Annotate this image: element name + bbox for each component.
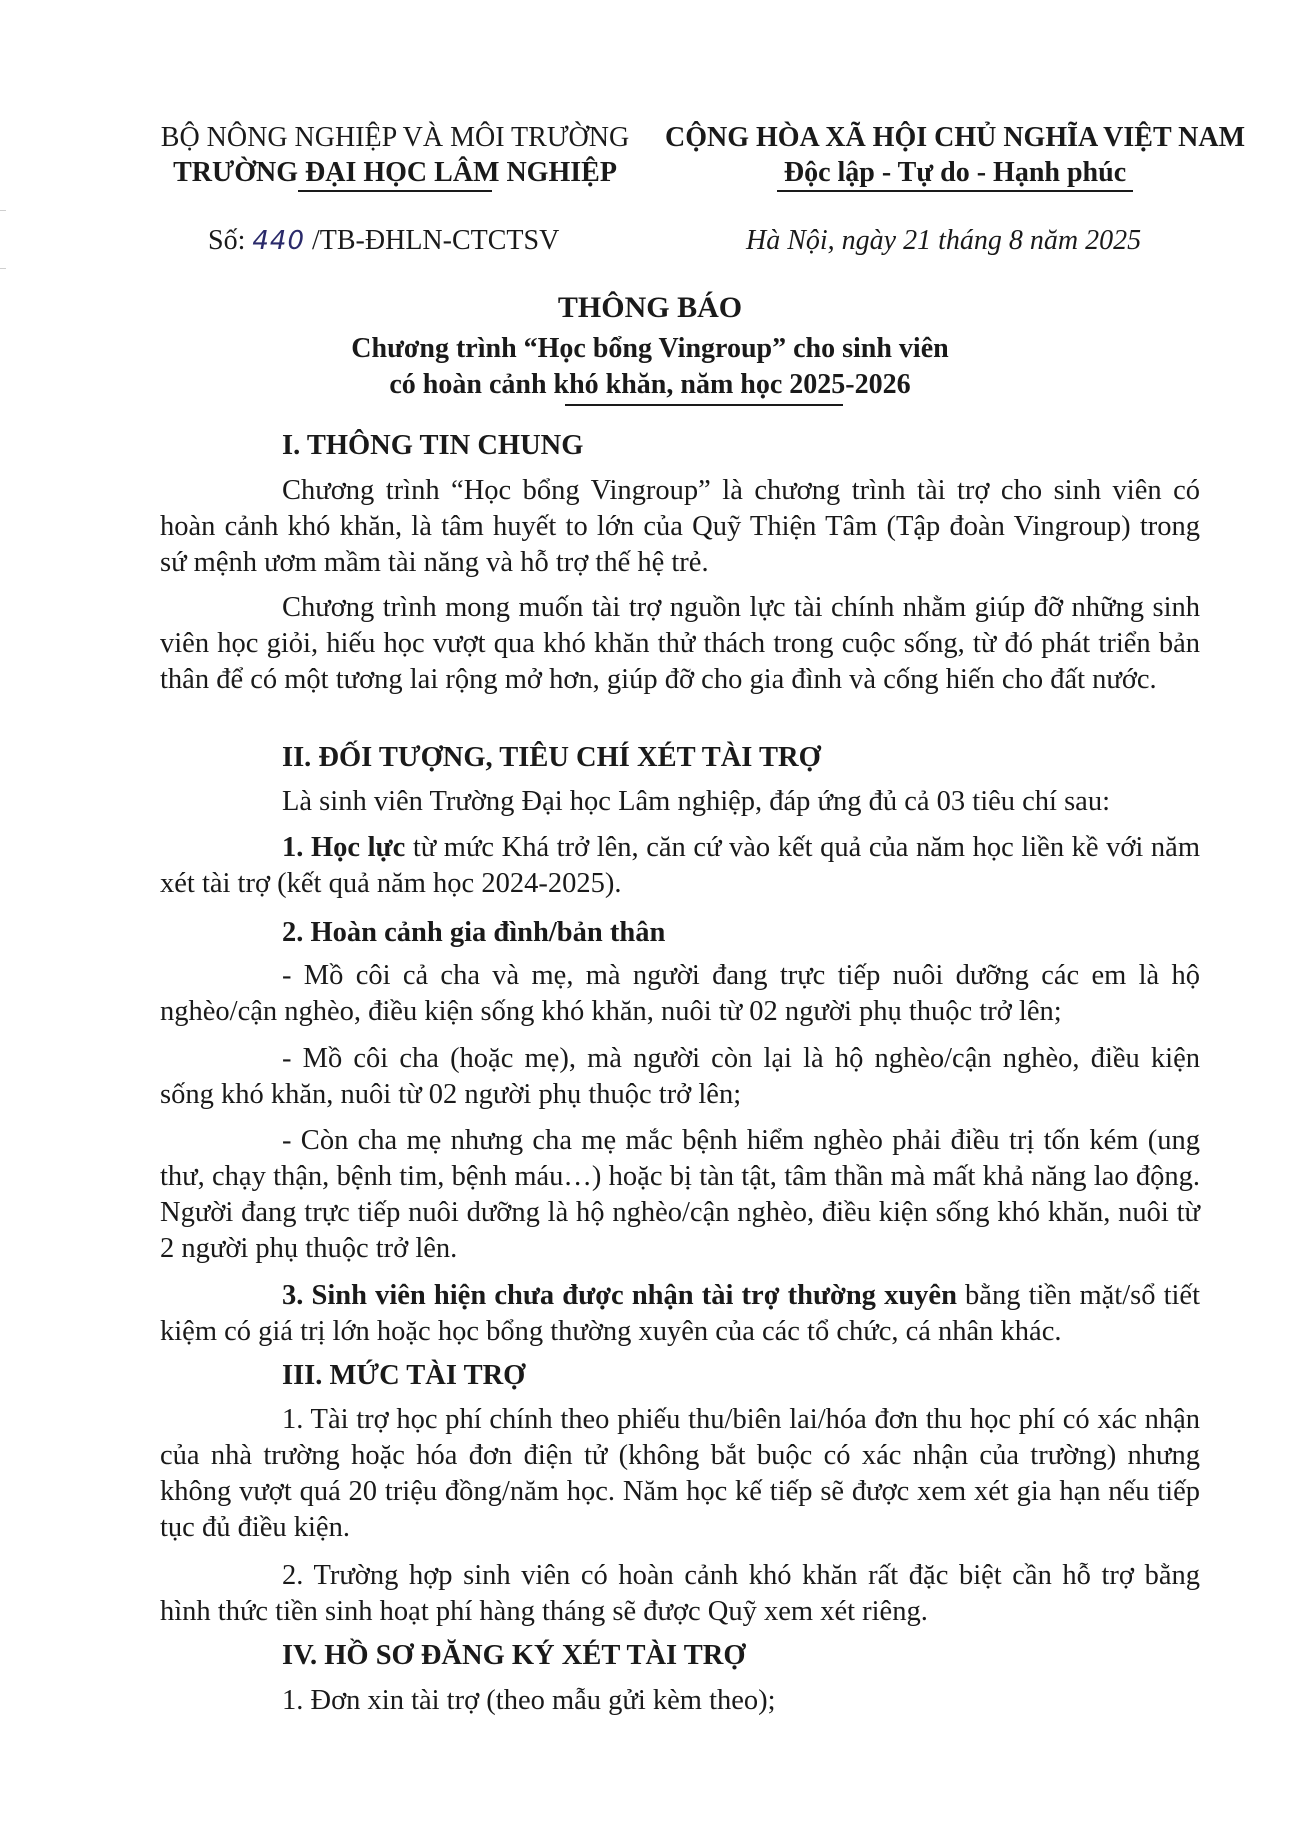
title-underline — [565, 404, 843, 406]
section-1-heading: I. THÔNG TIN CHUNG — [282, 430, 584, 461]
republic-name: CỘNG HÒA XÃ HỘI CHỦ NGHĨA VIỆT NAM — [664, 122, 1246, 153]
criterion-1-text: từ mức Khá trở lên, căn cứ vào kết quả của năm học liền kề với năm xét tài trợ (kết quả năm học 2024-2025). — [160, 832, 1200, 899]
header-left-underline — [298, 190, 492, 192]
section-4-heading: IV. HỒ SƠ ĐĂNG KÝ XÉT TÀI TRỢ — [282, 1640, 746, 1671]
criterion-3 — [160, 1278, 1200, 1350]
section-3-paragraph-1: 1. Tài trợ học phí chính theo phiếu thu/biên lai/hóa đơn thu học phí có xác nhận của nhà trường hoặc hóa đơn điện tử (không bắt buộc có xác nhận của trường) nhưng không vượt quá 20 triệu đồng/năm học. Năm học kế tiếp sẽ được xem xét gia hạn nếu tiếp tục đủ điều kiện. — [160, 1404, 1200, 1543]
ministry-name: BỘ NÔNG NGHIỆP VÀ MÔI TRƯỜNG — [160, 122, 630, 153]
place-date: Hà Nội, ngày 21 tháng 8 năm 2025 — [746, 225, 1142, 256]
document-number — [208, 225, 559, 257]
university-name: TRƯỜNG ĐẠI HỌC LÂM NGHIỆP — [173, 157, 617, 188]
doc-number-suffix: /TB-ĐHLN-CTCTSV — [312, 225, 560, 256]
scan-mark — [0, 210, 6, 211]
criterion-2-bullet-3: - Còn cha mẹ nhưng cha mẹ mắc bệnh hiểm nghèo phải điều trị tốn kém (ung thư, chạy thận, bệnh tim, bệnh máu…) hoặc bị tàn tật, tâm thần mà mất khả năng lao động. Người đang trực tiếp nuôi dưỡng là hộ nghèo/cận nghèo, điều kiện sống khó khăn, nuôi từ 2 người phụ thuộc trở lên. — [160, 1125, 1200, 1264]
title-subtitle-line-2: có hoàn cảnh khó khăn, năm học 2025-2026 — [389, 369, 911, 400]
section-3-heading: III. MỨC TÀI TRỢ — [282, 1360, 526, 1391]
scan-mark — [0, 268, 6, 269]
criterion-2-bullet-2: - Mồ côi cha (hoặc mẹ), mà người còn lại là hộ nghèo/cận nghèo, điều kiện sống khó khăn, nuôi từ 02 người phụ thuộc trở lên; — [160, 1043, 1200, 1110]
title-subtitle-line-1: Chương trình “Học bổng Vingroup” cho sinh viên — [351, 333, 949, 364]
doc-number-handwritten: 440 — [252, 226, 305, 256]
document-title: THÔNG BÁO — [557, 291, 743, 324]
criterion-1 — [160, 830, 1200, 902]
criterion-1-title: 1. Học lực — [282, 832, 406, 863]
section-3-paragraph-2: 2. Trường hợp sinh viên có hoàn cảnh khó khăn rất đặc biệt cần hỗ trợ bằng hình thức tiền sinh hoạt phí hàng tháng sẽ được Quỹ xem xét riêng. — [160, 1560, 1200, 1627]
section-4-item-1: 1. Đơn xin tài trợ (theo mẫu gửi kèm theo); — [282, 1685, 776, 1716]
section-2-intro: Là sinh viên Trường Đại học Lâm nghiệp, đáp ứng đủ cả 03 tiêu chí sau: — [282, 786, 1110, 817]
criterion-2-bullet-1: - Mồ côi cả cha và mẹ, mà người đang trực tiếp nuôi dưỡng các em là hộ nghèo/cận nghèo, điều kiện sống khó khăn, nuôi từ 02 người phụ thuộc trở lên; — [160, 960, 1200, 1027]
national-motto: Độc lập - Tự do - Hạnh phúc — [783, 157, 1127, 188]
header-right-underline — [777, 190, 1133, 192]
criterion-2-heading: 2. Hoàn cảnh gia đình/bản thân — [282, 917, 666, 948]
section-1-paragraph-2: Chương trình mong muốn tài trợ nguồn lực tài chính nhằm giúp đỡ những sinh viên học giỏi, hiếu học vượt qua khó khăn thử thách trong cuộc sống, từ đó phát triển bản thân để có một tương lai rộng mở hơn, giúp đỡ cho gia đình và cống hiến cho đất nước. — [160, 592, 1200, 695]
criterion-3-title: 3. Sinh viên hiện chưa được nhận tài trợ thường xuyên — [282, 1280, 957, 1311]
doc-number-prefix: Số: — [208, 225, 246, 256]
section-2-heading: II. ĐỐI TƯỢNG, TIÊU CHÍ XÉT TÀI TRỢ — [282, 742, 821, 773]
section-1-paragraph-1: Chương trình “Học bổng Vingroup” là chương trình tài trợ cho sinh viên có hoàn cảnh khó khăn, là tâm huyết to lớn của Quỹ Thiện Tâm (Tập đoàn Vingroup) trong sứ mệnh ươm mầm tài năng và hỗ trợ thế hệ trẻ. — [160, 475, 1200, 578]
criterion-3-text: bằng tiền mặt/sổ tiết kiệm có giá trị lớn hoặc học bổng thường xuyên của các tổ chức, cá nhân khác. — [160, 1280, 1200, 1347]
